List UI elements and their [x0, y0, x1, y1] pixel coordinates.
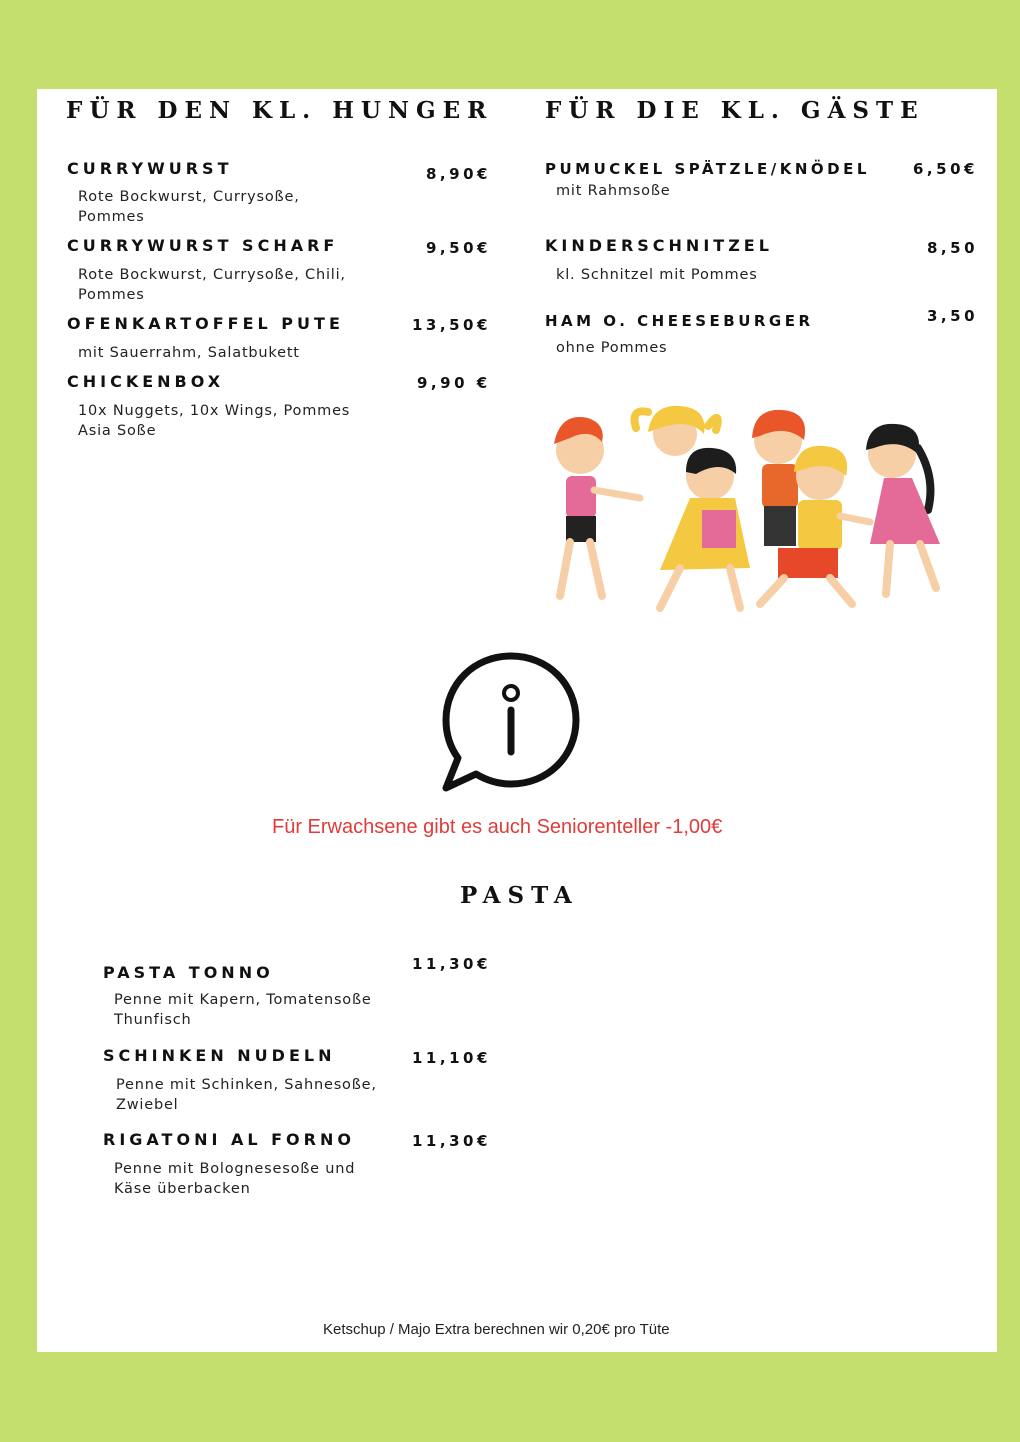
item-name: PUMUCKEL SPÄTZLE/KNÖDEL — [545, 160, 870, 178]
item-price: 6,50€ — [913, 160, 978, 178]
item-price: 11,30€ — [412, 955, 491, 973]
item-name: RIGATONI AL FORNO — [103, 1130, 355, 1149]
senior-plate-note: Für Erwachsene gibt es auch Seniorenteller -1,00€ — [272, 816, 723, 838]
info-speech-bubble-icon — [440, 650, 585, 795]
item-description-line2: Thunfisch — [114, 1012, 192, 1028]
children-playing-illustration — [540, 398, 960, 620]
item-name: SCHINKEN NUDELN — [103, 1046, 336, 1065]
item-price: 11,10€ — [412, 1049, 491, 1067]
item-description: Penne mit Schinken, Sahnesoße, — [116, 1077, 377, 1093]
item-description: mit Rahmsoße — [556, 183, 671, 199]
item-description-line2: Pommes — [78, 209, 145, 225]
item-description: ohne Pommes — [556, 340, 668, 356]
child-figure — [866, 424, 940, 594]
section-heading-hunger: FÜR DEN KL. HUNGER — [66, 97, 494, 124]
child-figure — [660, 448, 750, 608]
item-description-line2: Pommes — [78, 287, 145, 303]
item-name: CHICKENBOX — [67, 372, 225, 391]
item-price: 8,50 — [927, 239, 979, 257]
item-price: 9,50€ — [426, 239, 491, 257]
item-price: 9,90 € — [417, 374, 491, 392]
item-description: 10x Nuggets, 10x Wings, Pommes — [78, 403, 351, 419]
item-description: Penne mit Bolognesesoße und — [114, 1161, 356, 1177]
item-name: OFENKARTOFFEL PUTE — [67, 314, 344, 333]
item-description: Rote Bockwurst, Currysoße, — [78, 189, 300, 205]
item-name: CURRYWURST SCHARF — [67, 236, 339, 255]
item-description: mit Sauerrahm, Salatbukett — [78, 345, 300, 361]
item-name: CURRYWURST — [67, 159, 233, 178]
child-figure — [554, 417, 640, 596]
item-description-line2: Käse überbacken — [114, 1181, 251, 1197]
item-name: HAM O. CHEESEBURGER — [545, 312, 814, 330]
item-description: kl. Schnitzel mit Pommes — [556, 267, 758, 283]
section-heading-kids: FÜR DIE KL. GÄSTE — [545, 97, 925, 124]
item-description: Rote Bockwurst, Currysoße, Chili, — [78, 267, 346, 283]
item-description: Penne mit Kapern, Tomatensoße — [114, 992, 372, 1008]
item-description-line2: Zwiebel — [116, 1097, 179, 1113]
item-price: 13,50€ — [412, 316, 491, 334]
item-price: 8,90€ — [426, 165, 491, 183]
section-heading-pasta: PASTA — [460, 882, 579, 909]
item-name: KINDERSCHNITZEL — [545, 236, 773, 255]
item-name: PASTA TONNO — [103, 963, 274, 982]
item-description-line2: Asia Soße — [78, 423, 157, 439]
item-price: 11,30€ — [412, 1132, 491, 1150]
item-price: 3,50 — [927, 307, 979, 325]
footer-note: Ketschup / Majo Extra berechnen wir 0,20€ pro Tüte — [323, 1321, 670, 1338]
